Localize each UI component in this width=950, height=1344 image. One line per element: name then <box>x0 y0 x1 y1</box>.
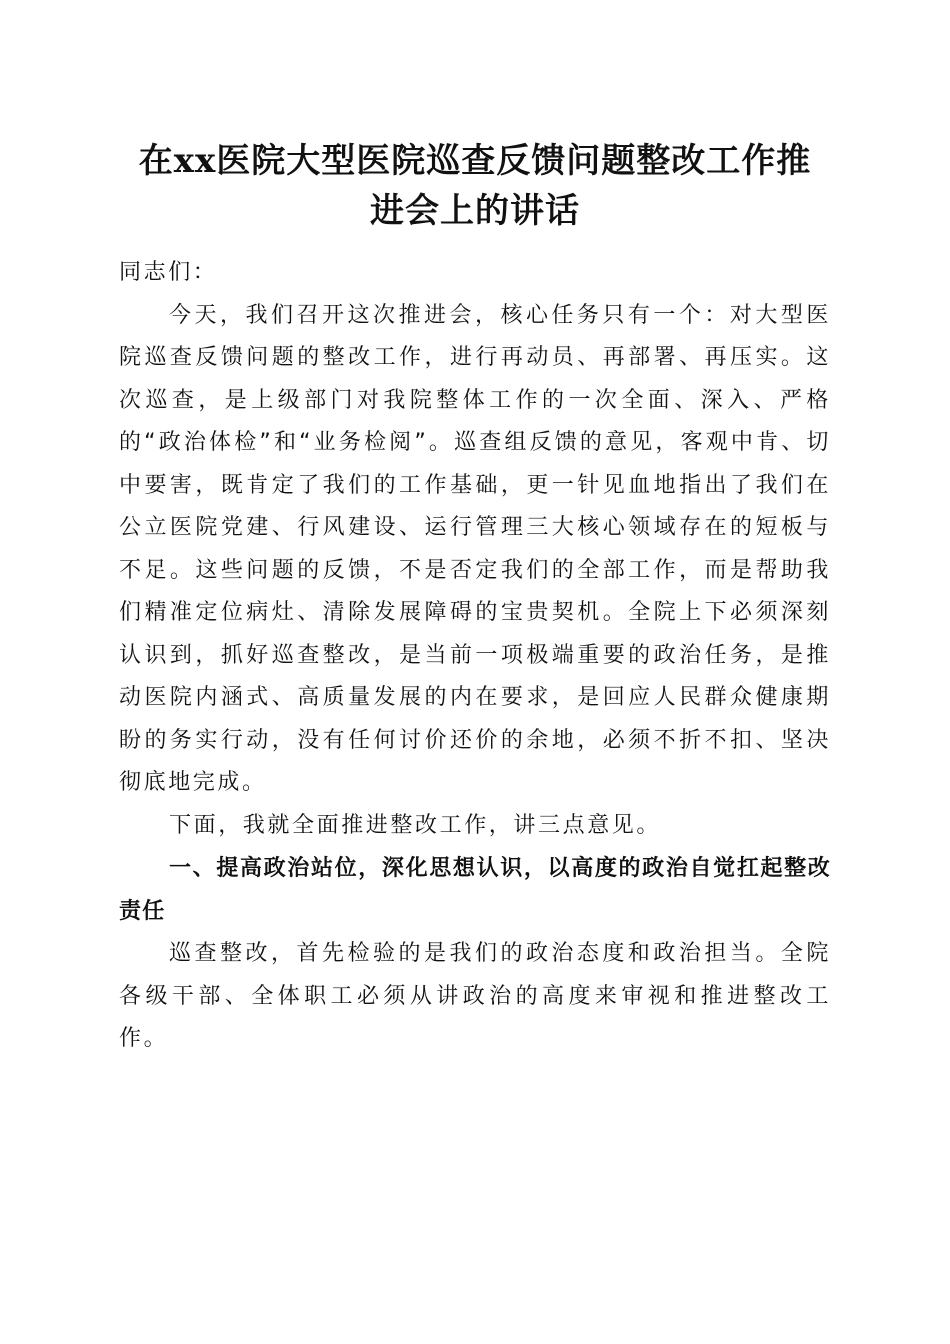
title-line-2: 进会上的讲话 <box>370 191 580 231</box>
paragraph-intro: 今天，我们召开这次推进会，核心任务只有一个：对大型医院巡查反馈问题的整改工作，进行再动员、再部署、再压实。这次巡查，是上级部门对我院整体工作的一次全面、深入、严格的“政治体检”和“业务检阅”。巡查组反馈的意见，客观中肯、切中要害，既肯定了我们的工作基础，更一针见血地指出了我们在公立医院党建、行风建设、运行管理三大核心领域存在的短板与不足。这些问题的反馈，不是否定我们的全部工作，而是帮助我们精准定位病灶、清除发展障碍的宝贵契机。全院上下必须深刻认识到，抓好巡查整改，是当前一项极端重要的政治任务，是推动医院内涵式、高质量发展的内在要求，是回应人民群众健康期盼的务实行动，没有任何讨价还价的余地，必须不折不扣、坚决彻底地完成。 <box>119 302 831 795</box>
title-line-1: 在xx医院大型医院巡查反馈问题整改工作推 <box>138 141 812 181</box>
section-heading-1: 一、提高政治站位，深化思想认识，以高度的政治自觉扛起整改责任 <box>119 856 831 924</box>
document-title <box>100 136 850 236</box>
document-body <box>119 252 831 1061</box>
paragraph-transition: 下面，我就全面推进整改工作，讲三点意见。 <box>169 812 662 838</box>
salutation: 同志们： <box>119 260 218 285</box>
paragraph-section-1: 巡查整改，首先检验的是我们的政治态度和政治担当。全院各级干部、全体职工必须从讲政治的高度来审视和推进整改工作。 <box>119 941 831 1051</box>
